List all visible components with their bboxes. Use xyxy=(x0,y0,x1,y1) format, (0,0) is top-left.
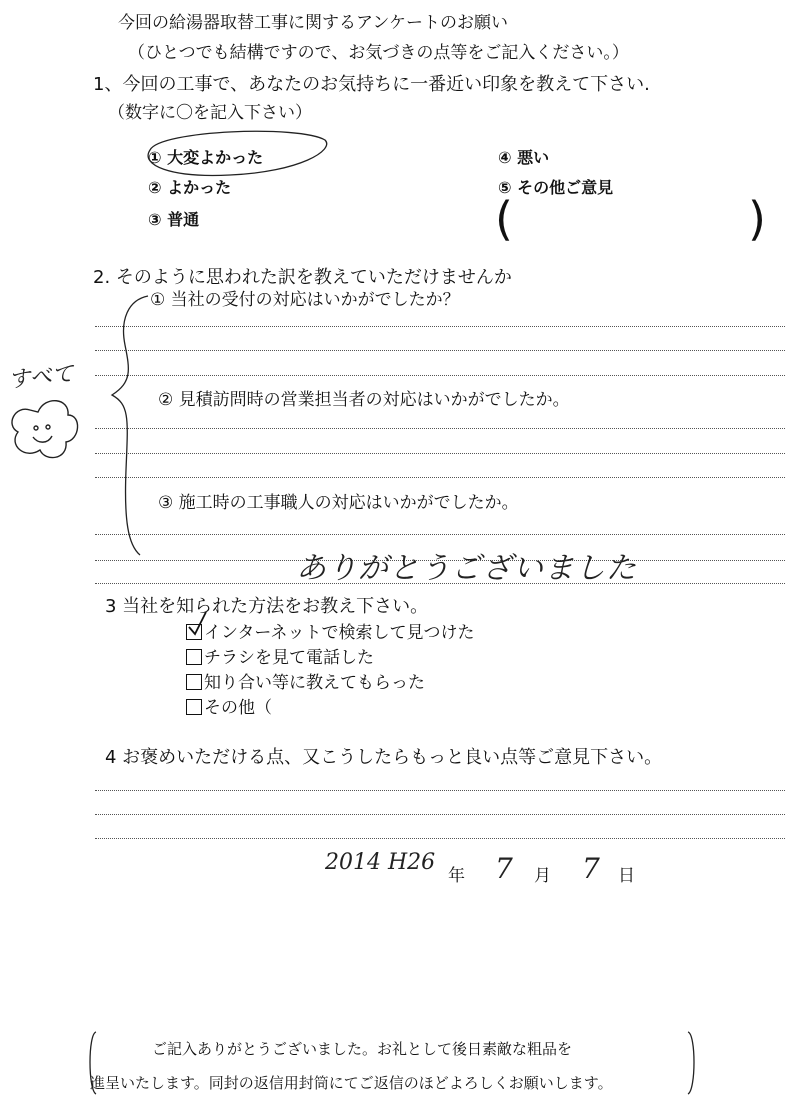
q2-sub-3: ③ 施工時の工事職人の対応はいかがでしたか。 xyxy=(158,493,519,513)
form-title: 今回の給湯器取替工事に関するアンケートのお願い xyxy=(118,13,508,33)
date-month: 7 xyxy=(495,852,513,885)
q2-question: 2. そのように思われた訳を教えていただけませんか xyxy=(93,267,512,288)
footer-bracket-right xyxy=(688,1032,694,1094)
q1-other-paren-open: ( xyxy=(495,192,513,246)
q3-question: 3 当社を知られた方法をお教え下さい。 xyxy=(105,596,429,617)
date-day-label: 日 xyxy=(618,866,635,886)
q3-option-flyer-label: チラシを見て電話した xyxy=(204,648,374,668)
q3-option-other-label: その他（ xyxy=(204,698,272,718)
date-year-label: 年 xyxy=(448,866,465,886)
q1-option-4[interactable]: ④ 悪い xyxy=(498,148,550,167)
checkmark-icon xyxy=(189,612,206,634)
smiley-flower-icon xyxy=(12,401,78,458)
selection-circle-mark xyxy=(148,131,327,175)
q1-option-2[interactable]: ② よかった xyxy=(148,178,232,197)
q1-question: 1、今回の工事で、あなたのお気持ちに一番近い印象を教えて下さい. xyxy=(93,74,650,95)
date-month-label: 月 xyxy=(534,866,551,886)
q2-sub-1: ① 当社の受付の対応はいかがでしたか？ xyxy=(150,290,460,310)
q4-question: 4 お褒めいただける点、又こうしたらもっと良い点等ご意見下さい。 xyxy=(105,747,663,768)
q1-instruction: （数字に〇を記入下さい） xyxy=(108,103,312,123)
q1-option-1[interactable]: ① 大変よかった xyxy=(148,148,264,167)
footer-line-2: 進呈いたします。同封の返信用封筒にてご返信のほどよろしくお願いします。 xyxy=(90,1074,613,1092)
date-day: 7 xyxy=(582,852,600,885)
q1-option-5[interactable]: ⑤ その他ご意見 xyxy=(498,178,614,197)
q1-option-3[interactable]: ③ 普通 xyxy=(148,210,200,229)
handwritten-brace-mark xyxy=(112,296,148,555)
footer-bracket-left xyxy=(90,1032,96,1094)
q3-option-acquaintance-label: 知り合い等に教えてもらった xyxy=(204,673,425,693)
q2-sub-2: ② 見積訪問時の営業担当者の対応はいかがでしたか。 xyxy=(158,390,570,410)
q3-option-internet-label: インターネットで検索して見つけた xyxy=(204,623,475,643)
handwritten-note-all: すべて xyxy=(7,361,75,394)
footer-line-1: ご記入ありがとうございました。お礼として後日素敵な粗品を xyxy=(152,1040,573,1058)
form-subtitle: （ひとつでも結構ですので、お気づきの点等をご記入ください。） xyxy=(128,43,629,63)
q1-other-paren-close: ) xyxy=(748,192,766,246)
date-year-handwritten: 2014 H26 xyxy=(325,850,436,875)
handwritten-answer: ありがとうございました xyxy=(296,551,637,586)
